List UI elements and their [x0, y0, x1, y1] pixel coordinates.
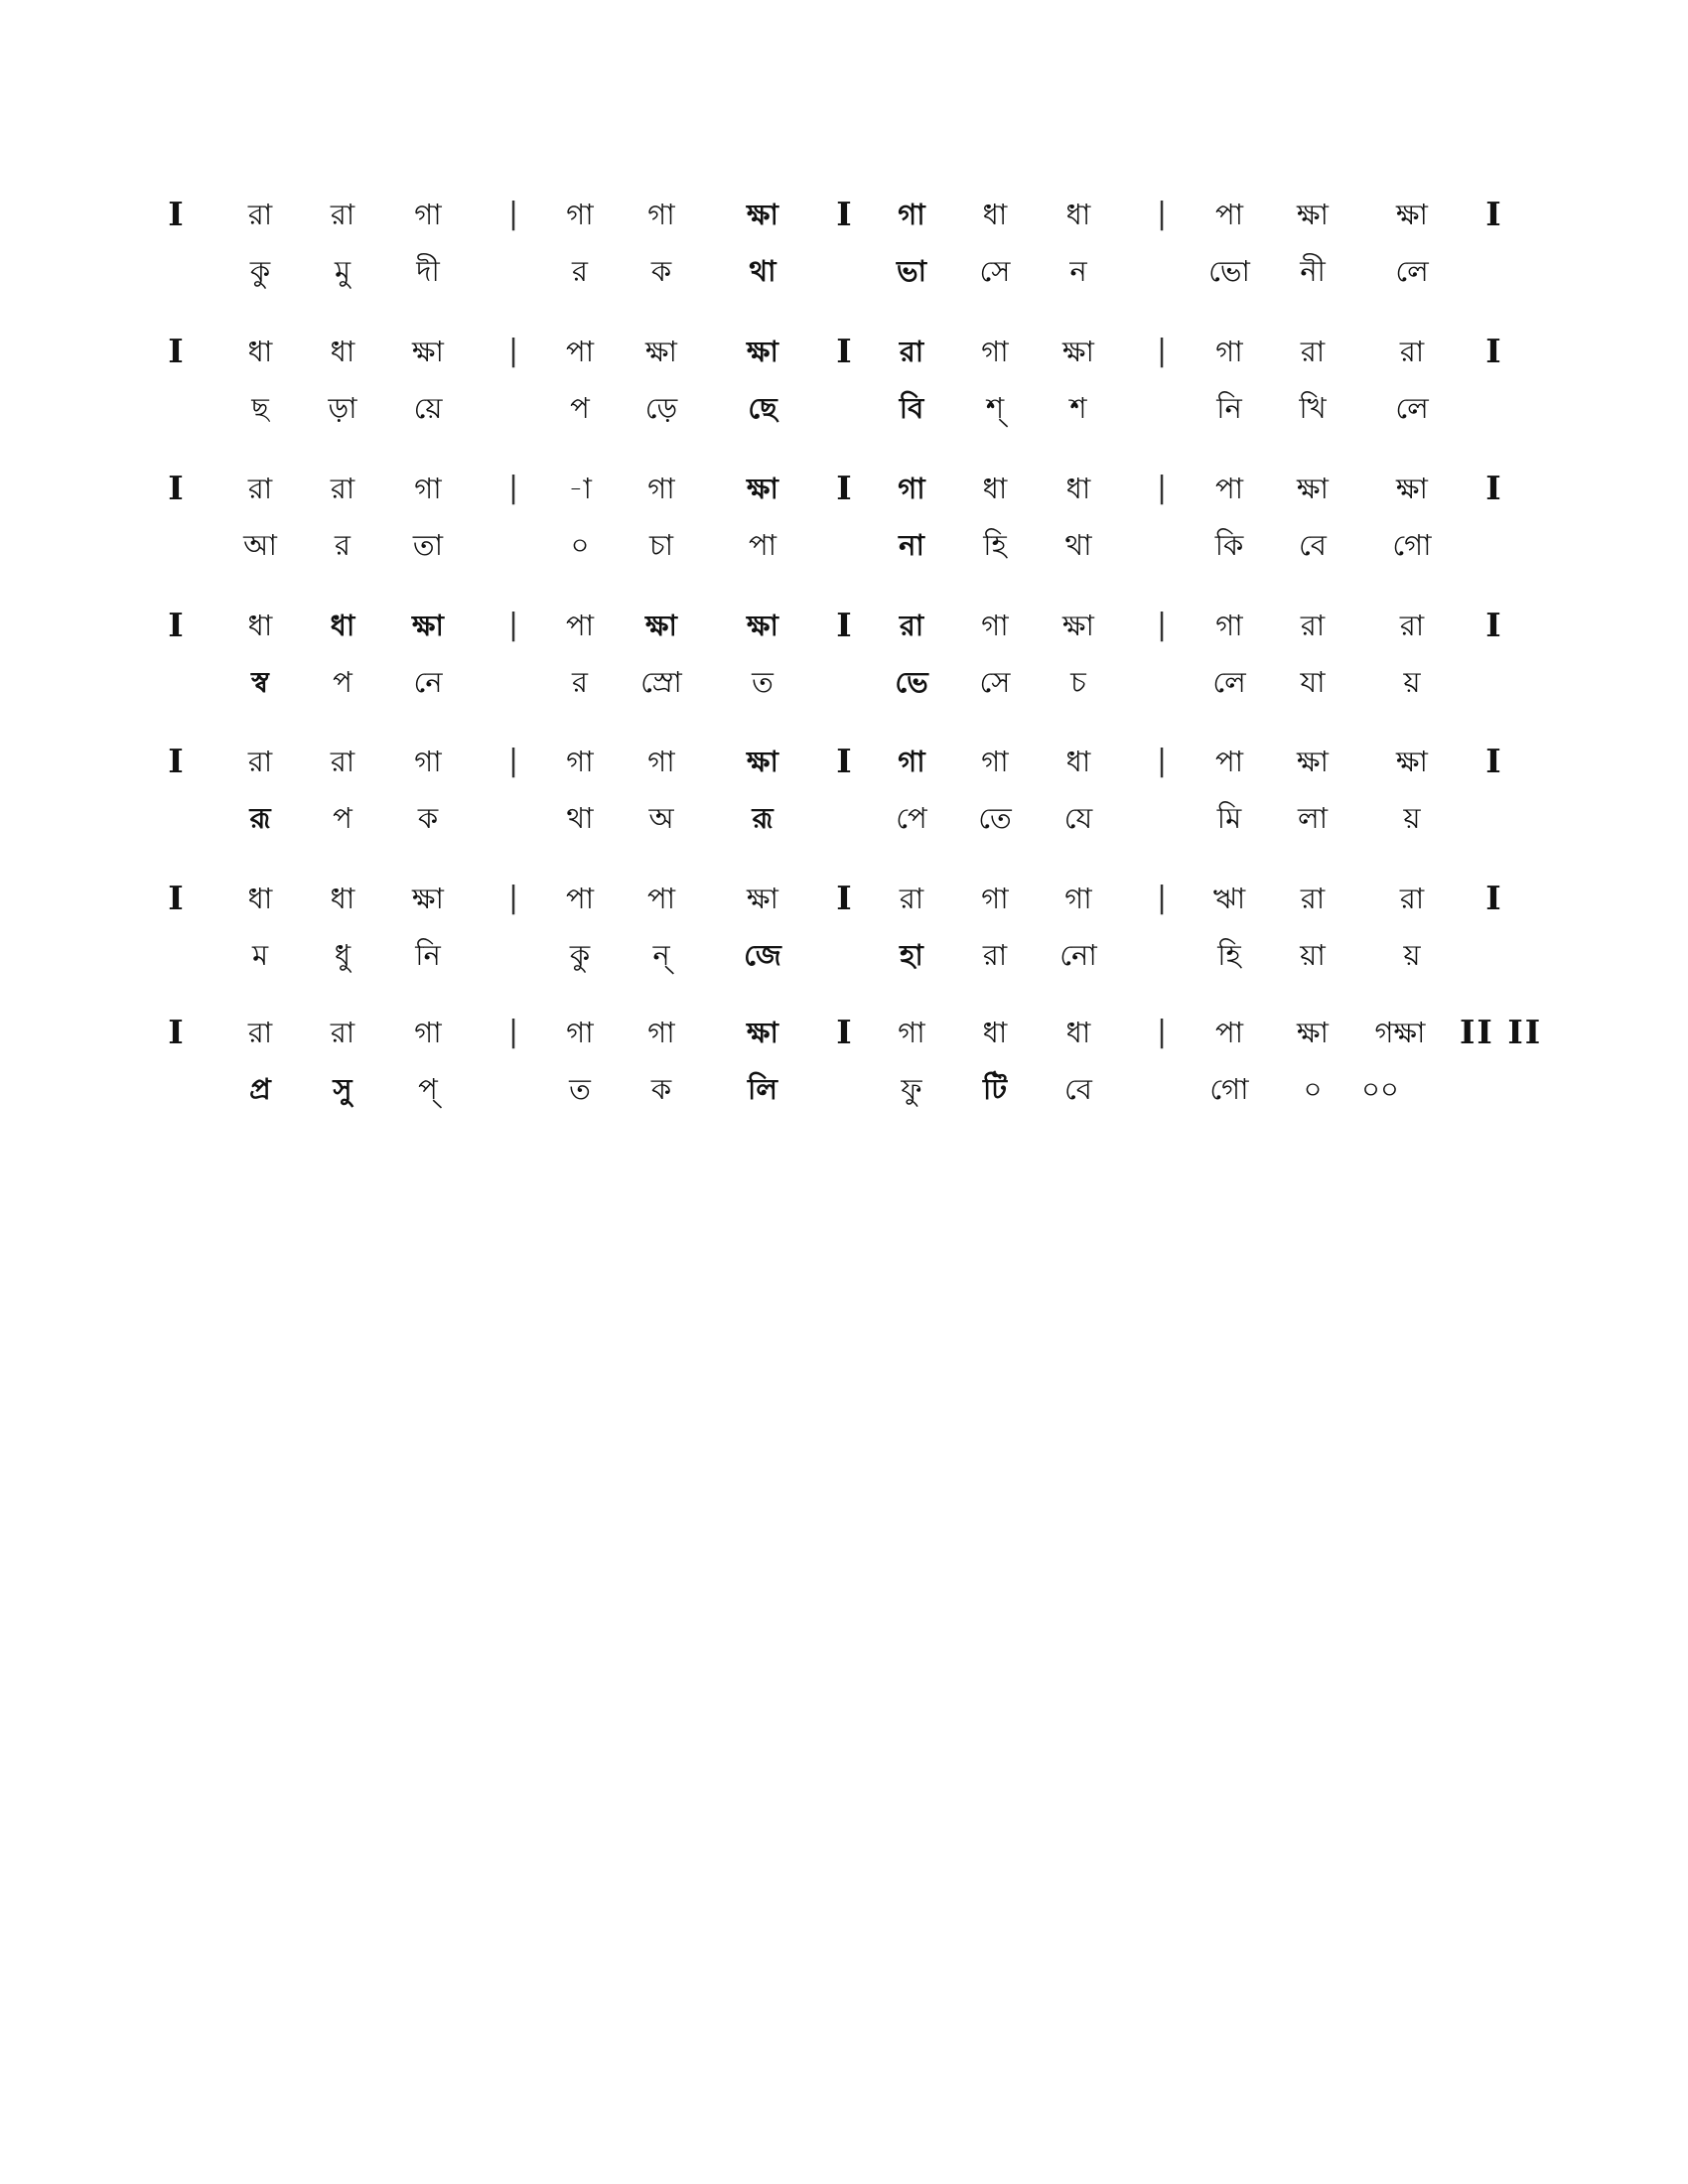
- swara-note: ক্ষা: [1396, 745, 1428, 778]
- lyric-syllable: ন্: [652, 938, 670, 972]
- swara-note: ধা: [1065, 1016, 1091, 1049]
- swara-note: গা: [981, 745, 1009, 778]
- swara-note: ধা: [247, 882, 273, 915]
- swara-note: ক্ষা: [747, 198, 778, 231]
- lyric-syllable: ক: [650, 254, 672, 288]
- lyric-syllable: লে: [1395, 391, 1429, 425]
- swara-note: ক্ষা: [1297, 198, 1329, 231]
- bar-line: I: [836, 606, 852, 644]
- lyric-row: [0, 388, 1688, 448]
- beat-divider: |: [507, 744, 519, 778]
- swara-note: রা: [1300, 609, 1326, 642]
- lyric-syllable: টি: [982, 1072, 1008, 1106]
- lyric-syllable: থা: [749, 254, 776, 288]
- swara-note: ক্ষা: [747, 335, 778, 368]
- lyric-syllable: না: [899, 528, 924, 562]
- beat-divider: |: [507, 334, 519, 368]
- swara-note: ক্ষা: [1297, 472, 1329, 505]
- lyric-syllable: নি: [415, 938, 441, 972]
- lyric-syllable: গো: [1209, 1072, 1249, 1106]
- swara-note: পা: [1214, 472, 1244, 505]
- swara-note: ধা: [982, 1016, 1008, 1049]
- lyric-syllable: খি: [1299, 391, 1327, 425]
- lyric-syllable: ফু: [901, 1072, 922, 1106]
- swara-note: রা: [1300, 882, 1326, 915]
- swara-note: রা: [247, 745, 273, 778]
- swara-note: পা: [565, 335, 595, 368]
- swara-note: ক্ষা: [645, 609, 677, 642]
- swara-note: ধা: [330, 335, 355, 368]
- swara-note: ধা: [982, 198, 1008, 231]
- lyric-syllable: র: [572, 254, 588, 288]
- lyric-syllable: য়া: [1300, 938, 1326, 972]
- bar-line: I: [168, 879, 184, 917]
- beat-divider: |: [1156, 197, 1168, 231]
- swara-row: [0, 332, 1688, 391]
- swara-note: ধা: [330, 609, 355, 642]
- lyric-syllable: তা: [412, 528, 444, 562]
- swara-note: ধা: [1065, 745, 1091, 778]
- lyric-syllable: ভা: [896, 254, 927, 288]
- beat-divider: |: [507, 197, 519, 231]
- lyric-syllable: য়: [1403, 665, 1421, 699]
- swara-note: রা: [899, 882, 924, 915]
- swara-note: রা: [330, 1016, 355, 1049]
- beat-divider: |: [507, 881, 519, 915]
- lyric-syllable: য়: [1403, 801, 1421, 835]
- bar-line: I: [836, 742, 852, 780]
- swara-note: গা: [414, 1016, 442, 1049]
- swara-note: গা: [566, 745, 594, 778]
- swara-note: গা: [647, 472, 675, 505]
- lyric-syllable: চ: [1070, 665, 1086, 699]
- lyric-syllable: সে: [979, 254, 1011, 288]
- lyric-syllable: কি: [1214, 528, 1244, 562]
- swara-note: ধা: [247, 335, 273, 368]
- lyric-syllable: লে: [1212, 665, 1246, 699]
- swara-note: রা: [1399, 335, 1425, 368]
- bar-line: I: [836, 332, 852, 370]
- swara-note: ক্ষা: [1297, 1016, 1329, 1049]
- lyric-syllable: কু: [569, 938, 591, 972]
- swara-note: ক্ষা: [1396, 198, 1428, 231]
- swara-note: গা: [647, 198, 675, 231]
- lyric-syllable: লে: [1395, 254, 1429, 288]
- lyric-syllable: য়ে: [413, 391, 443, 425]
- lyric-syllable: সে: [979, 665, 1011, 699]
- swara-note: রা: [247, 198, 273, 231]
- swara-note: রা: [1399, 609, 1425, 642]
- lyric-syllable: রূ: [249, 801, 271, 835]
- lyric-syllable: ত: [569, 1072, 591, 1106]
- swara-note: গা: [981, 882, 1009, 915]
- swara-note: রা: [899, 609, 924, 642]
- swara-note: ক্ষা: [1297, 745, 1329, 778]
- swara-note: গা: [1215, 335, 1243, 368]
- beat-divider: |: [1156, 881, 1168, 915]
- swara-note: গা: [566, 1016, 594, 1049]
- beat-divider: |: [507, 608, 519, 642]
- lyric-syllable: প: [333, 801, 352, 835]
- lyric-syllable: ভে: [895, 665, 928, 699]
- lyric-syllable: হা: [900, 938, 923, 972]
- swara-note: রা: [330, 745, 355, 778]
- lyric-syllable: শ: [1069, 391, 1087, 425]
- lyric-syllable: বে: [1064, 1072, 1092, 1106]
- lyric-syllable: ০: [570, 528, 590, 562]
- bar-line: I: [836, 195, 852, 233]
- lyric-syllable: থা: [566, 801, 594, 835]
- bar-line: I: [836, 1013, 852, 1051]
- lyric-syllable: মু: [334, 254, 352, 288]
- swara-note: গা: [898, 198, 925, 231]
- swara-note: ধা: [982, 472, 1008, 505]
- lyric-syllable: প্: [418, 1072, 438, 1106]
- lyric-syllable: রা: [982, 938, 1008, 972]
- lyric-syllable: পা: [748, 528, 777, 562]
- bar-line: I: [168, 606, 184, 644]
- lyric-row: [0, 1069, 1688, 1129]
- swara-note: গক্ষা: [1374, 1016, 1426, 1049]
- beat-divider: |: [1156, 471, 1168, 505]
- bar-line: I: [1485, 606, 1501, 644]
- lyric-row: [0, 251, 1688, 311]
- lyric-syllable: ছ: [251, 391, 269, 425]
- beat-divider: |: [1156, 744, 1168, 778]
- swara-note: ধা: [1065, 198, 1091, 231]
- swara-note: গা: [981, 609, 1009, 642]
- bar-line: I: [168, 742, 184, 780]
- lyric-syllable: প: [333, 665, 352, 699]
- swara-note: ধা: [247, 609, 273, 642]
- lyric-syllable: ভো: [1208, 254, 1250, 288]
- swara-note: পা: [565, 882, 595, 915]
- lyric-syllable: বে: [1299, 528, 1327, 562]
- swara-note: ক্ষা: [747, 1016, 778, 1049]
- lyric-syllable: অ: [648, 801, 674, 835]
- bar-line: I: [168, 1013, 184, 1051]
- swara-row: [0, 879, 1688, 938]
- swara-note: পা: [1214, 198, 1244, 231]
- bar-line: I: [168, 195, 184, 233]
- swara-note: ঋা: [1212, 882, 1246, 915]
- beat-divider: |: [1156, 1015, 1168, 1049]
- lyric-row: [0, 798, 1688, 858]
- lyric-row: [0, 935, 1688, 995]
- swara-note: গা: [898, 745, 925, 778]
- lyric-syllable: স্রো: [640, 665, 682, 699]
- lyric-syllable: কু: [249, 254, 271, 288]
- swara-note: গা: [981, 335, 1009, 368]
- swara-row: [0, 742, 1688, 801]
- bar-line: I: [1485, 195, 1501, 233]
- lyric-syllable: দী: [416, 254, 440, 288]
- swara-note: গা: [1215, 609, 1243, 642]
- lyric-syllable: ০০: [1361, 1072, 1399, 1106]
- swara-note: গা: [647, 1016, 675, 1049]
- lyric-syllable: ছে: [748, 391, 777, 425]
- lyric-syllable: হি: [983, 528, 1007, 562]
- beat-divider: |: [507, 1015, 519, 1049]
- lyric-syllable: ক: [650, 1072, 672, 1106]
- lyric-syllable: লা: [1297, 801, 1329, 835]
- bar-line: I: [168, 469, 184, 507]
- lyric-syllable: মি: [1216, 801, 1242, 835]
- lyric-syllable: শ্: [985, 391, 1005, 425]
- swara-note: ক্ষা: [412, 609, 444, 642]
- beat-divider: |: [1156, 608, 1168, 642]
- lyric-syllable: চা: [648, 528, 674, 562]
- swara-note: গা: [414, 745, 442, 778]
- swara-note: গা: [898, 472, 925, 505]
- lyric-syllable: র: [335, 528, 351, 562]
- swara-note: গা: [898, 1016, 925, 1049]
- lyric-syllable: সু: [333, 1072, 352, 1106]
- swara-note: ক্ষা: [747, 882, 778, 915]
- swara-note: ক্ষা: [1396, 472, 1428, 505]
- bar-line: I: [1485, 879, 1501, 917]
- bar-line: I: [1485, 332, 1501, 370]
- swara-note: পা: [565, 609, 595, 642]
- lyric-syllable: তে: [978, 801, 1012, 835]
- beat-divider: |: [1156, 334, 1168, 368]
- lyric-syllable: যে: [1063, 801, 1093, 835]
- bar-line: I: [168, 332, 184, 370]
- swara-note: গা: [414, 472, 442, 505]
- lyric-syllable: ড়ে: [644, 391, 678, 425]
- swara-note: গা: [1064, 882, 1092, 915]
- swara-note: পা: [1214, 1016, 1244, 1049]
- swara-note: ক্ষা: [747, 472, 778, 505]
- final-bar-line: II II: [1460, 1013, 1543, 1051]
- lyric-row: [0, 525, 1688, 585]
- lyric-syllable: প: [570, 391, 590, 425]
- swara-note: গা: [647, 745, 675, 778]
- swara-row: [0, 469, 1688, 528]
- lyric-syllable: পে: [896, 801, 927, 835]
- lyric-syllable: য়: [1403, 938, 1421, 972]
- lyric-syllable: র: [572, 665, 588, 699]
- lyric-syllable: প্র: [249, 1072, 271, 1106]
- swara-note: রা: [1300, 335, 1326, 368]
- swara-note: -া: [568, 472, 592, 505]
- lyric-syllable: ক: [417, 801, 439, 835]
- lyric-syllable: থা: [1064, 528, 1092, 562]
- lyric-syllable: লি: [748, 1072, 777, 1106]
- lyric-syllable: গো: [1392, 528, 1432, 562]
- bar-line: I: [836, 879, 852, 917]
- lyric-syllable: আ: [243, 528, 277, 562]
- swara-note: গা: [414, 198, 442, 231]
- lyric-syllable: নে: [413, 665, 443, 699]
- bar-line: I: [836, 469, 852, 507]
- lyric-syllable: বি: [899, 391, 924, 425]
- lyric-syllable: রূ: [752, 801, 774, 835]
- swara-note: ক্ষা: [747, 609, 778, 642]
- swara-row: [0, 1013, 1688, 1072]
- bar-line: I: [1485, 742, 1501, 780]
- swara-note: ক্ষা: [412, 335, 444, 368]
- swara-note: রা: [247, 1016, 273, 1049]
- swara-note: রা: [330, 472, 355, 505]
- swara-note: ক্ষা: [1062, 609, 1094, 642]
- swara-note: ক্ষা: [747, 745, 778, 778]
- swara-note: রা: [247, 472, 273, 505]
- swara-note: গা: [566, 198, 594, 231]
- swara-note: রা: [330, 198, 355, 231]
- lyric-syllable: নী: [1300, 254, 1326, 288]
- swara-note: পা: [646, 882, 676, 915]
- swara-note: ধা: [330, 882, 355, 915]
- swara-note: ক্ষা: [412, 882, 444, 915]
- lyric-syllable: হি: [1217, 938, 1241, 972]
- swara-row: [0, 606, 1688, 665]
- swara-note: ক্ষা: [645, 335, 677, 368]
- swara-note: রা: [899, 335, 924, 368]
- lyric-syllable: ন: [1069, 254, 1087, 288]
- lyric-syllable: ধু: [334, 938, 352, 972]
- swara-note: রা: [1399, 882, 1425, 915]
- lyric-syllable: ড়া: [328, 391, 357, 425]
- lyric-syllable: নো: [1059, 938, 1097, 972]
- lyric-syllable: যা: [1300, 665, 1326, 699]
- swara-note: ধা: [1065, 472, 1091, 505]
- lyric-syllable: ০: [1303, 1072, 1323, 1106]
- swara-note: ক্ষা: [1062, 335, 1094, 368]
- lyric-syllable: নি: [1216, 391, 1242, 425]
- beat-divider: |: [507, 471, 519, 505]
- lyric-syllable: ম: [251, 938, 269, 972]
- lyric-row: [0, 662, 1688, 722]
- bar-line: I: [1485, 469, 1501, 507]
- lyric-syllable: ত: [752, 665, 774, 699]
- swara-note: পা: [1214, 745, 1244, 778]
- lyric-syllable: জে: [744, 938, 781, 972]
- swara-row: [0, 195, 1688, 254]
- lyric-syllable: স্ব: [251, 665, 269, 699]
